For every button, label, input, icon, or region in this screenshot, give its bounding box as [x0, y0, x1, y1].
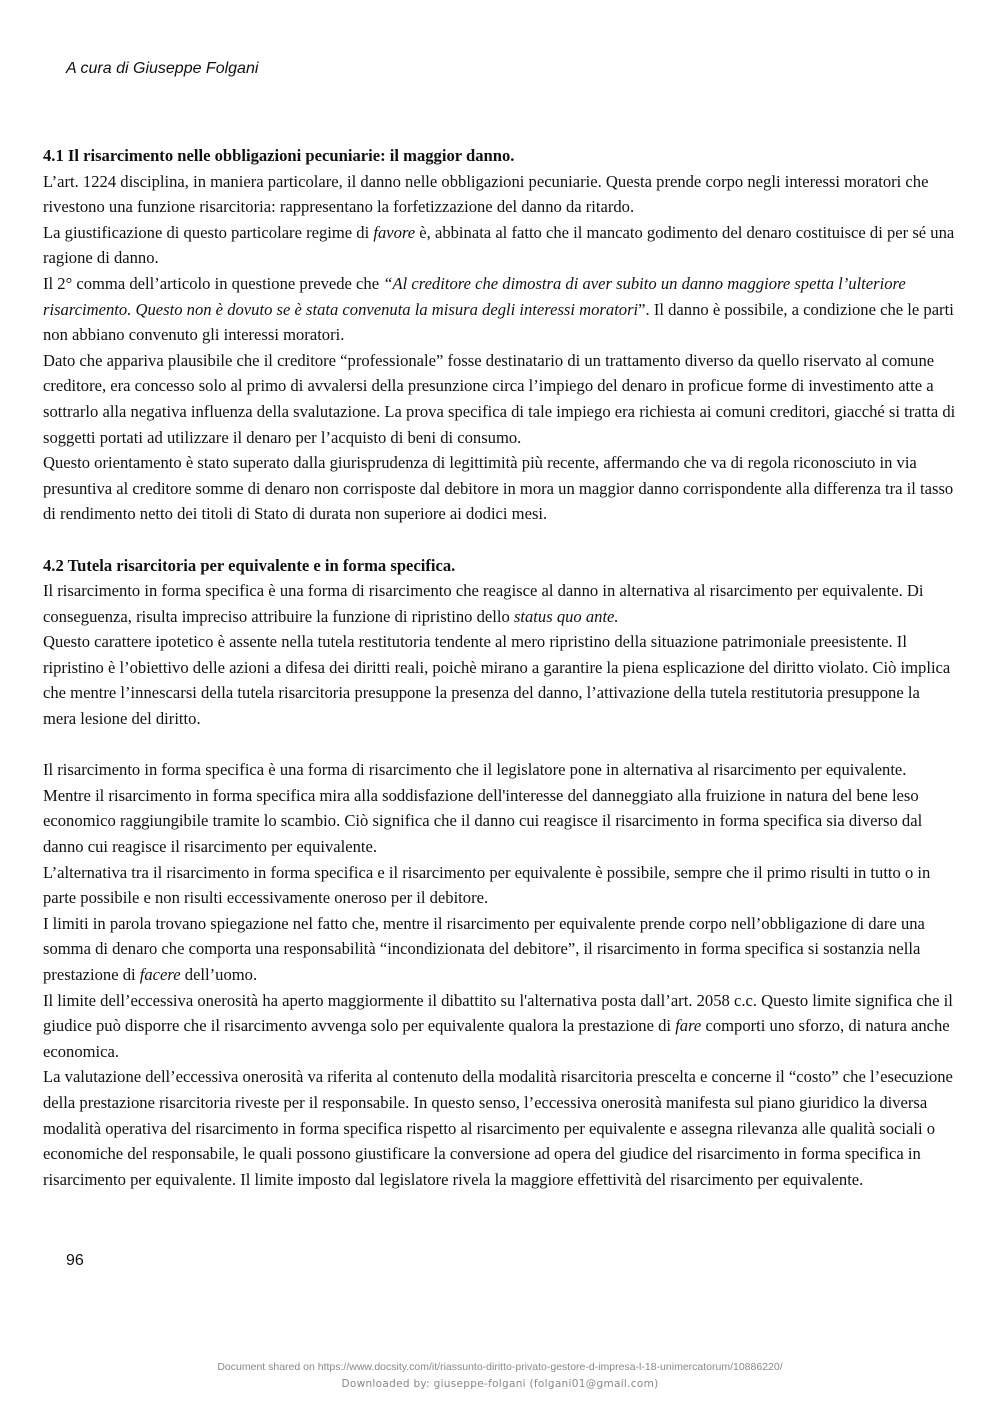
paragraph: Il 2° comma dell’articolo in questione prevede che “Al creditore che dimostra di aver subito un danno maggiore spetta l’ulteriore risarcimento. Questo non è dovuto se è stata convenuta la misura degli interessi moratori”. Il danno è possibile, a condizione che le parti non abbiano convenuto gli interessi moratori. — [43, 273, 954, 345]
italic-term: favore — [373, 222, 416, 242]
paragraph: Dato che appariva plausibile che il creditore “professionale” fosse destinatario di un trattamento diverso da quello riservato al comune creditore, era concesso solo al primo di avvalersi della presunzione circa l’impiego del denaro in proficue forme di investimento atte a sottrarlo alla negativa influenza della svalutazione. La prova specifica di tale impiego era richiesta ai comuni creditori, giacché si tratta di soggetti portati ad utilizzare il denaro per l’acquisto di beni di consumo. — [43, 350, 956, 447]
section-heading-4-1: 4.1 Il risarcimento nelle obbligazioni pecuniarie: il maggior danno. — [43, 146, 515, 165]
document-body — [43, 143, 957, 1192]
paragraph: La giustificazione di questo particolare regime di favore è, abbinata al fatto che il mancato godimento del denaro costituisce di per sé una ragione di danno. — [43, 222, 955, 268]
paragraph: L’alternativa tra il risarcimento in forma specifica e il risarcimento per equivalente è possibile, sempre che il primo risulti in tutto o in parte possibile e non risulti eccessivamente oneroso per il debitore. — [43, 862, 931, 908]
section-heading-4-2: 4.2 Tutela risarcitoria per equivalente e in forma specifica. — [43, 555, 456, 575]
page-number: 96 — [66, 1252, 84, 1269]
paragraph: I limiti in parola trovano spiegazione nel fatto che, mentre il risarcimento per equivalente prende corpo nell’obbligazione di dare una somma di denaro che comporta una responsabilità “incondizionata del debitore”, il risarcimento in forma specifica si sostanzia nella prestazione di facere dell’uomo. — [43, 913, 925, 984]
paragraph: La valutazione dell’eccessiva onerosità va riferita al contenuto della modalità risarcitoria prescelta e concerne il “costo” che l’esecuzione della prestazione risarcitoria riveste per il responsabile. In questo senso, l’eccessiva onerosità manifesta sul piano giuridico la diversa modalità operativa del risarcimento in forma specifica rispetto al risarcimento per equivalente e assegna rilevanza alle qualità sociali o economiche del responsabile, le quali possono giustificare la conversione ad opera del giudice del risarcimento in forma specifica in risarcimento per equivalente. Il limite imposto dal legislatore rivela la maggiore effettività del risarcimento per equivalente. — [43, 1067, 953, 1189]
paragraph: L’art. 1224 disciplina, in maniera particolare, il danno nelle obbligazioni pecuniarie. Questa prende corpo negli interessi moratori che rivestono una funzione risarcitoria: rappresentano la forfetizzazione del danno da ritardo. — [43, 171, 929, 217]
paragraph: Il limite dell’eccessiva onerosità ha aperto maggiormente il dibattito su l'alternativa posta dall’art. 2058 c.c. Questo limite significa che il giudice può disporre che il risarcimento avvenga solo per equivalente qualora la prestazione di fare comporti uno sforzo, di natura anche economica. — [43, 990, 953, 1061]
paragraph: Il risarcimento in forma specifica è una forma di risarcimento che il legislatore pone in alternativa al risarcimento per equivalente. Mentre il risarcimento in forma specifica mira alla soddisfazione dell'interesse del danneggiato alla fruizione in natura del bene leso economico raggiungibile tramite lo scambio. Ciò significa che il danno cui reagisce il risarcimento in forma specifica sia diverso dal danno cui reagisce il risarcimento per equivalente. — [43, 760, 923, 857]
paragraph: Questo orientamento è stato superato dalla giurisprudenza di legittimità più recente, affermando che va di regola riconosciuto in via presuntiva al creditore somme di denaro non corrisposte dal debitore in mora un maggior danno corrispondente alla differenza tra il tasso di rendimento netto dei titoli di Stato di durata non superiore ai dodici mesi. — [43, 453, 954, 524]
italic-term: fare — [675, 1016, 702, 1036]
running-header: A cura di Giuseppe Folgani — [66, 60, 259, 77]
footer-shared-link: Document shared on https://www.docsity.com/it/riassunto-diritto-privato-gestore-d-impresa-l-18-unimercatorum/10886220/ — [217, 1361, 783, 1373]
quotation: “Al creditore che dimostra di aver subito un danno maggiore spetta l’ulteriore risarcimento. Questo non è dovuto se è stata convenuta la misura degli interessi moratori — [43, 273, 906, 319]
paragraph: Il risarcimento in forma specifica è una forma di risarcimento che reagisce al danno in alternativa al risarcimento per equivalente. Di conseguenza, risulta impreciso attribuire la funzione di ripristino dello status quo ante. — [43, 581, 924, 626]
footer-downloaded-by: Downloaded by: giuseppe-folgani (folgani01@gmail.com) — [341, 1378, 659, 1390]
italic-term: facere — [139, 965, 181, 984]
italic-term: status quo ante. — [513, 606, 619, 626]
paragraph: Questo carattere ipotetico è assente nella tutela restitutoria tendente al mero ripristino della situazione patrimoniale preesistente. Il ripristino è l’obiettivo delle azioni a difesa dei diritti reali, poichè mirano a garantire la piena esplicazione del diritto violato. Ciò implica che mentre l’innescarsi della tutela risarcitoria presuppone la presenza del danno, l’attivazione della tutela restitutoria presuppone la mera lesione del diritto. — [43, 632, 951, 729]
